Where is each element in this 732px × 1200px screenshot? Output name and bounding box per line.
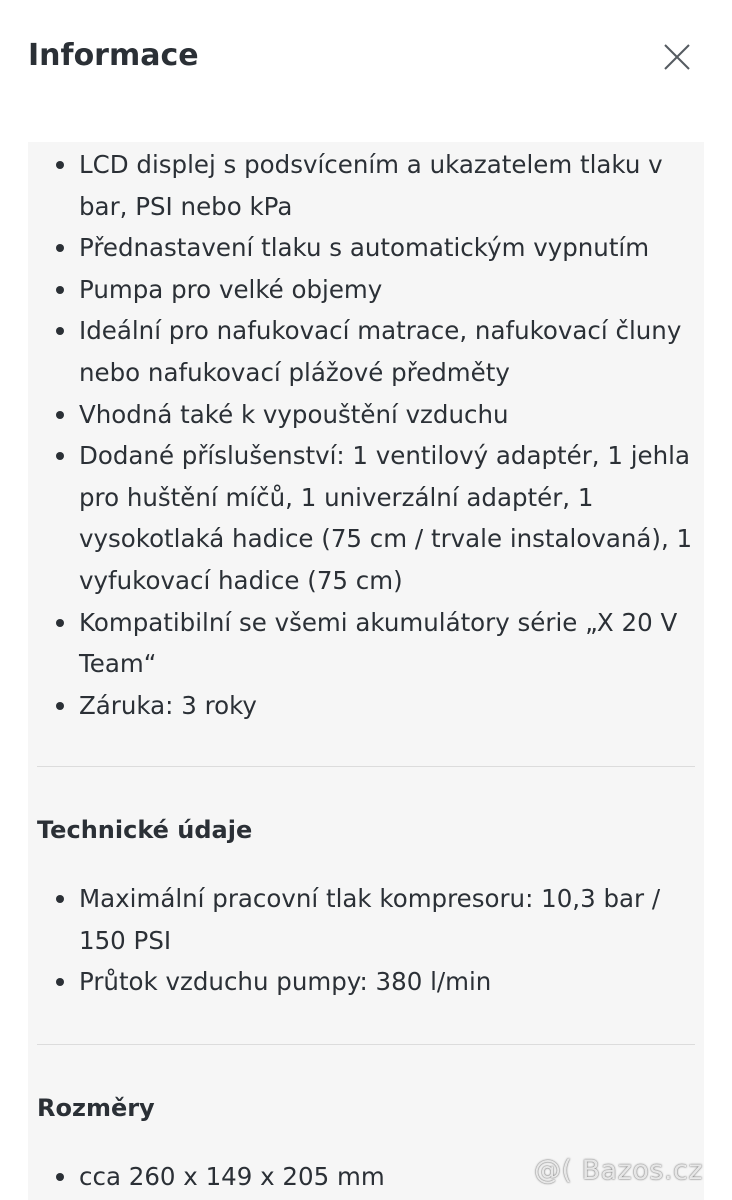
dimensions-heading: Rozměry — [37, 1094, 155, 1122]
list-item-text: Přednastavení tlaku s automatickým vypnutím — [79, 233, 650, 263]
close-icon — [660, 40, 694, 74]
list-item — [28, 878, 704, 961]
list-item-text: cca 260 x 149 x 205 mm — [79, 1162, 385, 1191]
list-item — [28, 310, 704, 393]
bullet-dot — [56, 619, 64, 627]
close-button[interactable] — [660, 40, 694, 74]
features-list — [28, 144, 704, 726]
bullet-dot — [56, 286, 64, 294]
list-item — [28, 435, 704, 601]
list-item — [28, 602, 704, 685]
content-panel — [28, 142, 704, 1200]
bullet-dot — [56, 702, 64, 710]
modal-header — [0, 0, 732, 112]
bullet-dot — [56, 411, 64, 419]
section-divider — [37, 1044, 695, 1045]
list-item — [28, 144, 704, 227]
list-item-text: Dodané příslušenství: 1 ventilový adaptér, 1 jehla pro huštění míčů, 1 univerzální adaptér, 1 vysokotlaká hadice (75 cm / trvale instalovaná), 1 vyfukovací hadice (75 cm) — [79, 441, 693, 595]
list-item — [28, 394, 704, 436]
technical-list — [28, 878, 704, 1003]
list-item-text: Kompatibilní se všemi akumulátory série „X 20 V Team“ — [79, 607, 678, 679]
section-divider — [37, 766, 695, 767]
list-item-text: Průtok vzduchu pumpy: 380 l/min — [79, 967, 492, 997]
bullet-dot — [56, 161, 64, 169]
list-item-text: LCD displej s podsvícením a ukazatelem tlaku v bar, PSI nebo kPa — [79, 150, 663, 221]
bullet-dot — [56, 327, 64, 335]
list-item — [28, 685, 704, 727]
list-item-text: Vhodná také k vypouštění vzduchu — [79, 399, 509, 429]
bullet-dot — [56, 244, 64, 252]
bullet-dot — [56, 452, 64, 460]
bazos-watermark: @( Bazos.cz — [534, 1155, 704, 1186]
list-item-text: Záruka: 3 roky — [79, 690, 257, 720]
list-item-text: Ideální pro nafukovací matrace, nafukovací čluny nebo nafukovací plážové předměty — [79, 316, 682, 387]
bullet-dot — [56, 978, 64, 986]
technical-heading: Technické údaje — [37, 816, 253, 844]
list-item — [28, 961, 704, 1003]
list-item-text: Pumpa pro velké objemy — [79, 274, 383, 304]
bullet-dot — [56, 1173, 64, 1181]
bullet-dot — [56, 895, 64, 903]
list-item — [28, 269, 704, 311]
modal-title: Informace — [28, 38, 199, 73]
list-item — [28, 227, 704, 269]
list-item-text: Maximální pracovní tlak kompresoru: 10,3 bar / 150 PSI — [79, 884, 661, 955]
